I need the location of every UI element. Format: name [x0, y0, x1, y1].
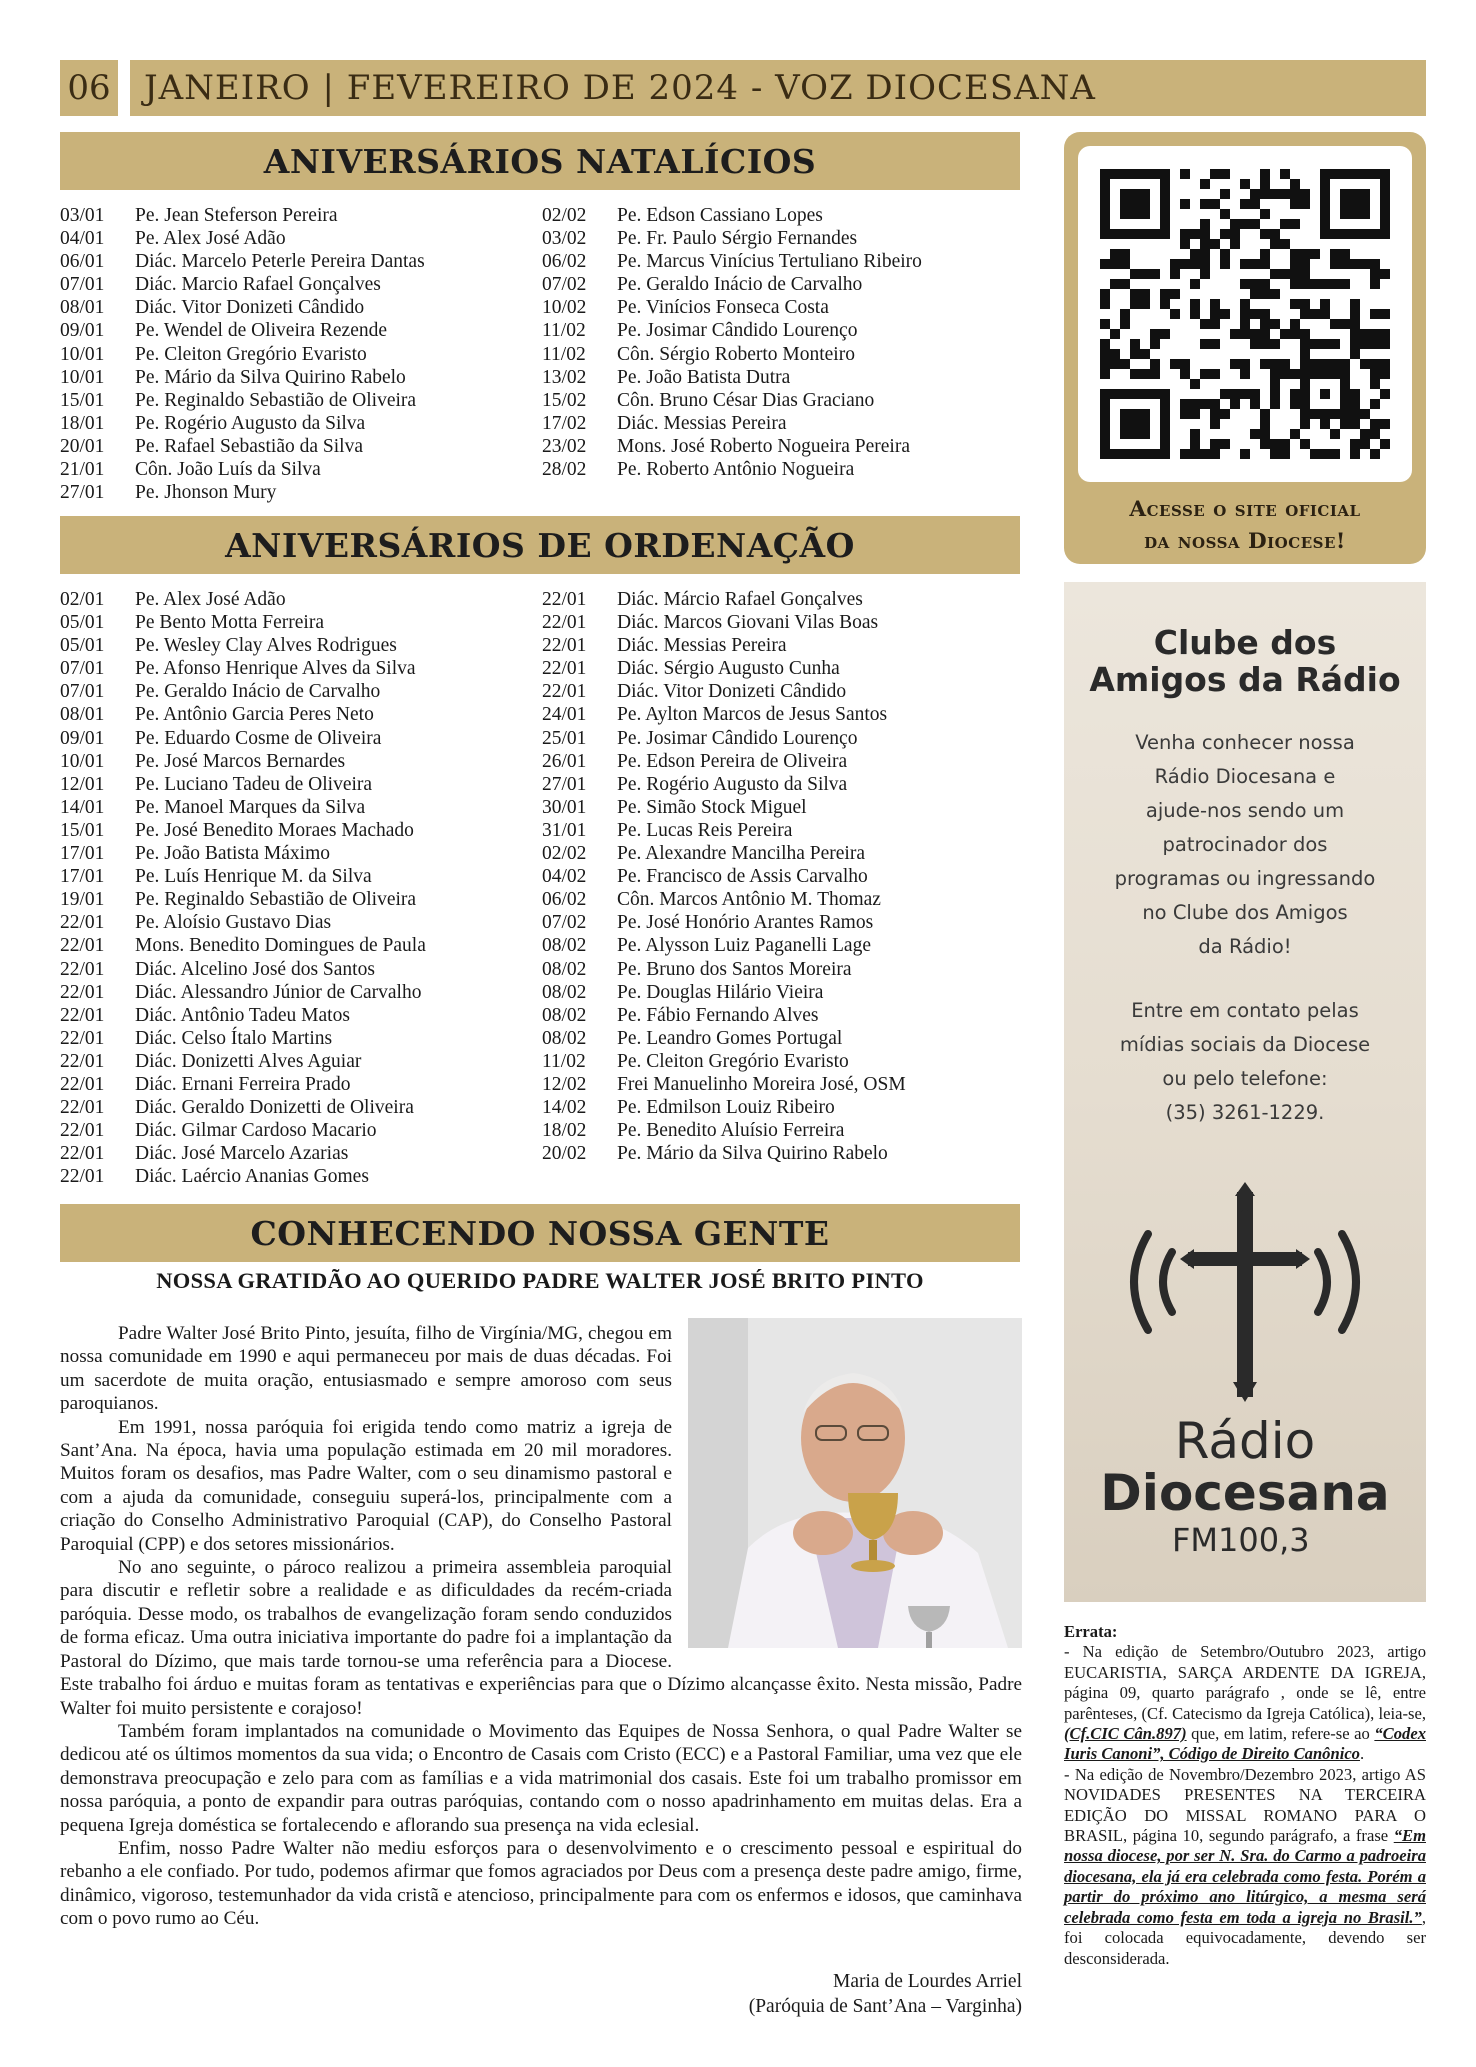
list-row [542, 250, 1022, 273]
entry-name: Diác. Antônio Tadeu Matos [135, 1004, 350, 1026]
list-row [60, 981, 540, 1004]
entry-date: 22/01 [60, 1166, 105, 1188]
entry-name: Pe. Eduardo Cosme de Oliveira [135, 727, 382, 749]
list-row [542, 296, 1022, 319]
list-row [60, 865, 540, 888]
entry-name: Côn. Bruno César Dias Graciano [617, 389, 875, 411]
list-row [60, 412, 540, 435]
club-text-line: ajude-nos sendo um [1145, 799, 1345, 822]
ordinations-list-right [542, 588, 1022, 1165]
list-row [60, 773, 540, 796]
entry-name: Pe. Alexandre Mancilha Pereira [617, 843, 865, 865]
entry-name: Pe. Edson Cassiano Lopes [617, 205, 823, 226]
entry-date: 22/01 [60, 1120, 105, 1142]
entry-date: 22/01 [60, 1143, 105, 1165]
club-title [1064, 624, 1426, 698]
errata-item: - Na edição de Setembro/Outubro 2023, artigo EUCARISTIA, SARÇA ARDENTE DA IGREJA, página 09, quarto parágrafo , onde se lê, entre parênteses, (Cf. Catecismo da Igreja Católica), leia-se, (Cf.CIC Cân.897) que, em latim, refere-se ao “Codex Iuris Canoni”, Código de Direito Canônico. [1064, 1642, 1426, 1764]
club-contact [1064, 994, 1426, 1130]
entry-name: Pe. Fábio Fernando Alves [617, 1004, 819, 1026]
entry-name: Mons. Benedito Domingues de Paula [135, 935, 426, 957]
list-row [542, 958, 1022, 981]
article-body [60, 1322, 1022, 1931]
entry-date: 22/01 [542, 589, 587, 610]
entry-date: 04/01 [60, 228, 105, 250]
list-row [542, 1027, 1022, 1050]
entry-date: 18/02 [542, 1120, 587, 1142]
entry-date: 08/02 [542, 958, 587, 980]
list-row [60, 1142, 540, 1165]
entry-date: 07/02 [542, 274, 587, 296]
list-row [60, 389, 540, 412]
entry-date: 22/01 [60, 935, 105, 957]
club-description [1064, 726, 1426, 964]
list-row [542, 435, 1022, 458]
club-title-line: Amigos da Rádio [1089, 660, 1401, 699]
entry-name: Diác. Marcelo Peterle Pereira Dantas [135, 251, 425, 273]
entry-name: Pe. Lucas Reis Pereira [617, 819, 793, 841]
entry-date: 02/01 [60, 589, 105, 610]
entry-date: 08/02 [542, 1027, 587, 1049]
radio-frequency: FM100,3 [1172, 1521, 1310, 1559]
list-row [60, 319, 540, 342]
entry-date: 03/02 [542, 228, 587, 250]
entry-date: 22/01 [542, 658, 587, 680]
article-title: NOSSA GRATIDÃO AO QUERIDO PADRE WALTER JOSÉ BRITO PINTO [156, 1268, 924, 1293]
entry-date: 13/02 [542, 366, 587, 388]
entry-name: Pe. Edmilson Louiz Ribeiro [617, 1097, 835, 1119]
entry-name: Côn. Marcos Antônio M. Thomaz [617, 889, 881, 911]
entry-name: Pe. Jean Steferson Pereira [135, 205, 338, 226]
entry-name: Pe. Bruno dos Santos Moreira [617, 958, 852, 980]
entry-name: Diác. Vitor Donizeti Cândido [135, 297, 365, 319]
entry-date: 07/01 [60, 274, 105, 296]
entry-name: Pe. Alysson Luiz Paganelli Lage [617, 935, 871, 957]
list-row [542, 680, 1022, 703]
entry-name: Pe. Benedito Aluísio Ferreira [617, 1120, 845, 1142]
entry-date: 21/01 [60, 459, 105, 481]
entry-date: 05/01 [60, 612, 105, 634]
entry-name: Pe. Francisco de Assis Carvalho [617, 866, 868, 888]
entry-date: 02/02 [542, 205, 587, 226]
entry-date: 20/02 [542, 1143, 587, 1165]
list-row [60, 796, 540, 819]
list-row [542, 634, 1022, 657]
entry-name: Diác. Messias Pereira [617, 635, 787, 657]
entry-name: Diác. Vitor Donizeti Cândido [617, 681, 847, 703]
entry-name: Pe. Reginaldo Sebastião de Oliveira [135, 889, 417, 911]
entry-date: 12/01 [60, 773, 105, 795]
entry-date: 22/01 [542, 612, 587, 634]
ordinations-heading: ANIVERSÁRIOS DE ORDENAÇÃO [60, 516, 1020, 574]
entry-name: Côn. Sérgio Roberto Monteiro [617, 343, 855, 365]
entry-name: Frei Manuelinho Moreira José, OSM [617, 1073, 906, 1095]
entry-date: 12/02 [542, 1073, 587, 1095]
list-row [60, 1027, 540, 1050]
entry-date: 14/02 [542, 1097, 587, 1119]
list-row [542, 611, 1022, 634]
list-row [542, 366, 1022, 389]
entry-date: 05/01 [60, 635, 105, 657]
list-row [60, 273, 540, 296]
entry-name: Pe. Mário da Silva Quirino Rabelo [135, 366, 406, 388]
entry-date: 17/01 [60, 843, 105, 865]
list-row [542, 819, 1022, 842]
entry-name: Pe. José Marcos Bernardes [135, 750, 346, 772]
club-title-line: Clube dos [1153, 623, 1337, 662]
entry-date: 06/02 [542, 251, 587, 273]
entry-date: 26/01 [542, 750, 587, 772]
entry-name: Côn. João Luís da Silva [135, 459, 321, 481]
entry-date: 11/02 [542, 320, 586, 342]
entry-name: Pe. Aloísio Gustavo Dias [135, 912, 332, 934]
qr-caption [1064, 494, 1426, 558]
birthdays-heading: ANIVERSÁRIOS NATALÍCIOS [60, 132, 1020, 190]
entry-date: 23/02 [542, 435, 587, 457]
entry-date: 27/01 [60, 482, 105, 504]
entry-name: Pe. José Benedito Moraes Machado [135, 819, 414, 841]
entry-name: Diác. Márcio Rafael Gonçalves [617, 589, 863, 610]
entry-name: Pe. Josimar Cândido Lourenço [617, 727, 858, 749]
diocese-site-qr-card[interactable] [1064, 132, 1426, 564]
entry-date: 08/01 [60, 704, 105, 726]
entry-name: Diác. Celso Ítalo Martins [135, 1027, 333, 1049]
entry-date: 31/01 [542, 819, 587, 841]
entry-date: 06/02 [542, 889, 587, 911]
entry-name: Diác. Sérgio Augusto Cunha [617, 658, 840, 680]
contact-line: mídias sociais da Diocese [1119, 1033, 1371, 1056]
article-parish: (Paróquia de Sant’Ana – Varginha) [748, 1995, 1022, 2017]
entry-name: Pe. Simão Stock Miguel [617, 796, 807, 818]
entry-name: Diác. Laércio Ananias Gomes [135, 1166, 369, 1188]
entry-date: 08/01 [60, 297, 105, 319]
list-row [542, 1073, 1022, 1096]
entry-date: 02/02 [542, 843, 587, 865]
list-row [542, 1142, 1022, 1165]
entry-date: 25/01 [542, 727, 587, 749]
list-row [60, 227, 540, 250]
article-paragraph: Padre Walter José Brito Pinto, jesuíta, filho de Virgínia/MG, chegou em nossa comunidade em 1990 e aqui permaneceu por mais de duas décadas. Foi um sacerdote de muita oração, entusiasmado e sempre amoroso com seus paroquianos. [60, 1323, 672, 1415]
list-row [542, 1096, 1022, 1119]
entry-name: Pe. Aylton Marcos de Jesus Santos [617, 704, 888, 726]
entry-date: 17/02 [542, 412, 587, 434]
entry-name: Pe. Rafael Sebastião da Silva [135, 435, 363, 457]
entry-name: Pe. Roberto Antônio Nogueira [617, 459, 855, 481]
list-row [60, 634, 540, 657]
contact-line: Entre em contato pelas [1131, 999, 1359, 1022]
list-row [542, 750, 1022, 773]
list-row [60, 1165, 540, 1188]
entry-name: Diác. Geraldo Donizetti de Oliveira [135, 1097, 414, 1119]
birthdays-list-february [542, 204, 1022, 481]
entry-name: Pe. Douglas Hilário Vieira [617, 981, 824, 1003]
entry-date: 22/01 [60, 958, 105, 980]
page-number: 06 [60, 60, 118, 116]
list-row [60, 888, 540, 911]
entry-name: Pe. Fr. Paulo Sérgio Fernandes [617, 228, 858, 250]
entry-date: 09/01 [60, 320, 105, 342]
club-text-line: Rádio Diocesana e [1154, 765, 1336, 788]
entry-name: Pe. Vinícios Fonseca Costa [617, 297, 829, 319]
list-row [542, 343, 1022, 366]
qr-code[interactable] [1078, 146, 1412, 482]
entry-name: Diác. Messias Pereira [617, 412, 787, 434]
list-row [542, 773, 1022, 796]
entry-name: Diác. Alcelino José dos Santos [135, 958, 375, 980]
list-row [60, 819, 540, 842]
list-row [542, 1050, 1022, 1073]
entry-date: 09/01 [60, 727, 105, 749]
entry-name: Pe. Rogério Augusto da Silva [135, 412, 366, 434]
entry-name: Pe. Leandro Gomes Portugal [617, 1027, 843, 1049]
list-row [542, 204, 1022, 227]
entry-name: Pe. Geraldo Inácio de Carvalho [135, 681, 381, 703]
entry-name: Pe. Alex José Adão [135, 589, 286, 610]
list-row [542, 981, 1022, 1004]
list-row [542, 888, 1022, 911]
qr-caption-line: da nossa Diocese! [1144, 529, 1346, 554]
article-paragraph: Enfim, nosso Padre Walter não mediu esforços para o desenvolvimento e o crescimento pessoal e espiritual do rebanho a ele confiado. Por tudo, podemos afirmar que fomos agraciados por Deus com a presença deste padre amigo, firme, dinâmico, vigoroso, testemunhador da vida cristã e atencioso, principalmente para com os enfermos e idosos, que caminhava com o povo rumo ao Céu. [60, 1837, 1022, 1930]
entry-name: Pe. Wesley Clay Alves Rodrigues [135, 635, 397, 657]
list-row [60, 343, 540, 366]
list-row [60, 611, 540, 634]
entry-name: Pe. João Batista Dutra [617, 366, 791, 388]
entry-name: Pe. Geraldo Inácio de Carvalho [617, 274, 863, 296]
entry-name: Pe. Luciano Tadeu de Oliveira [135, 773, 373, 795]
entry-date: 10/01 [60, 366, 105, 388]
list-row [60, 458, 540, 481]
contact-line: ou pelo telefone: [1162, 1067, 1328, 1090]
list-row [542, 412, 1022, 435]
entry-name: Pe. Luís Henrique M. da Silva [135, 866, 372, 888]
ordinations-list-left [60, 588, 540, 1188]
radio-cross-logo-icon [1102, 1182, 1388, 1402]
entry-date: 22/01 [60, 1073, 105, 1095]
list-row [542, 703, 1022, 726]
priest-photo [688, 1318, 1022, 1648]
errata-title: Errata: [1064, 1622, 1118, 1641]
list-row [60, 481, 540, 504]
entry-name: Pe. Marcus Vinícius Tertuliano Ribeiro [617, 251, 922, 273]
entry-date: 17/01 [60, 866, 105, 888]
page-header-title: JANEIRO | FEVEREIRO DE 2024 - VOZ DIOCESANA [130, 60, 1426, 116]
entry-date: 15/01 [60, 389, 105, 411]
club-text-line: Venha conhecer nossa [1135, 731, 1355, 754]
list-row [542, 842, 1022, 865]
list-row [60, 588, 540, 611]
list-row [542, 796, 1022, 819]
entry-name: Mons. José Roberto Nogueira Pereira [617, 435, 910, 457]
entry-name: Diác. Ernani Ferreira Prado [135, 1073, 351, 1095]
entry-name: Pe. Rogério Augusto da Silva [617, 773, 848, 795]
entry-date: 10/02 [542, 297, 587, 319]
entry-name: Diác. Marcio Rafael Gonçalves [135, 274, 381, 296]
entry-date: 22/01 [60, 1097, 105, 1119]
entry-name: Diác. Alessandro Júnior de Carvalho [135, 981, 422, 1003]
article-paragraph: Também foram implantados na comunidade o Movimento das Equipes de Nossa Senhora, o qual Padre Walter se dedicou até os últimos momentos da sua vida; o Encontro de Casais com Cristo (ECC) e a Pastoral Familiar, uma vez que ele demonstrava preocupação e zelo para com as famílias e a vida matrimonial dos casais. Este foi um trabalho promissor em nossa paróquia, a ponto de expandir para outras paróquias, contando com o nosso apadrinhamento em muitas delas. Era a pequena Igreja doméstica se fortalecendo e aflorando sua presença na vida eclesial. [60, 1720, 1022, 1836]
article-paragraph: Em 1991, nossa paróquia foi erigida tendo como matriz a igreja de Sant’Ana. Na época, havia uma população estimada em 20 mil moradores. Muitos foram os desafios, mas Padre Walter, com o seu dinamismo pastoral e com a ajuda da comunidade, conseguiu superá-los, principalmente com a criação do Conselho Administrativo Paroquial (CAP), do Conselho Pastoral Paroquial (CPP) e dos setores missionários. [60, 1416, 672, 1555]
list-row [60, 435, 540, 458]
entry-date: 22/01 [542, 635, 587, 657]
list-row [60, 1119, 540, 1142]
entry-date: 11/02 [542, 343, 586, 365]
list-row [542, 865, 1022, 888]
errata [1064, 1622, 1426, 1969]
article-paragraph: No ano seguinte, o pároco realizou a primeira assembleia paroquial para discutir e refletir sobre a realidade e as dificuldades da recém-criada paróquia. Desse modo, os trabalhos de evangelização foram sendo conduzidos de forma eficaz. Uma outra iniciativa importante do padre foi a implantação da Pastoral do Dízimo, que mais tarde tornou-se uma referência para a Diocese. Este trabalho foi árduo e muitas foram as tentativas e experiências para que o Dízimo alcançasse êxito. Nesta missão, Padre Walter foi muito persistente e corajoso! [60, 1557, 1022, 1719]
entry-name: Pe. Edson Pereira de Oliveira [617, 750, 848, 772]
entry-name: Pe. Alex José Adão [135, 228, 286, 250]
list-row [542, 934, 1022, 957]
list-row [60, 657, 540, 680]
list-row [542, 1119, 1022, 1142]
list-row [60, 680, 540, 703]
entry-date: 22/01 [60, 912, 105, 934]
entry-date: 07/01 [60, 681, 105, 703]
list-row [60, 1004, 540, 1027]
entry-name: Pe. José Honório Arantes Ramos [617, 912, 874, 934]
entry-date: 20/01 [60, 435, 105, 457]
entry-name: Pe. Manoel Marques da Silva [135, 796, 366, 818]
entry-name: Diác. Donizetti Alves Aguiar [135, 1050, 362, 1072]
radio-logo-word: Rádio [1174, 1412, 1316, 1470]
list-row [60, 1073, 540, 1096]
list-row [60, 296, 540, 319]
list-row [542, 458, 1022, 481]
list-row [542, 273, 1022, 296]
entry-date: 22/01 [542, 681, 587, 703]
list-row [60, 366, 540, 389]
list-row [542, 389, 1022, 412]
list-row [542, 911, 1022, 934]
entry-date: 22/01 [60, 1004, 105, 1026]
list-row [60, 842, 540, 865]
entry-name: Pe. Mário da Silva Quirino Rabelo [617, 1143, 888, 1165]
entry-name: Pe. Jhonson Mury [135, 482, 277, 504]
entry-date: 07/01 [60, 658, 105, 680]
list-row [542, 319, 1022, 342]
list-row [60, 1050, 540, 1073]
entry-date: 22/01 [60, 981, 105, 1003]
entry-date: 14/01 [60, 796, 105, 818]
entry-date: 30/01 [542, 796, 587, 818]
entry-date: 08/02 [542, 935, 587, 957]
list-row [542, 588, 1022, 611]
article-section-heading: CONHECENDO NOSSA GENTE [60, 1204, 1020, 1262]
article-author: Maria de Lourdes Arriel [833, 1971, 1022, 1992]
article-signature [600, 1970, 1022, 2019]
entry-name: Pe. Cleiton Gregório Evaristo [617, 1050, 849, 1072]
list-row [60, 727, 540, 750]
list-row [60, 1096, 540, 1119]
entry-date: 19/01 [60, 889, 105, 911]
club-text-line: no Clube dos Amigos [1142, 901, 1348, 924]
qr-caption-line: Acesse o site oficial [1129, 497, 1361, 522]
list-row [542, 1004, 1022, 1027]
list-row [60, 204, 540, 227]
entry-date: 10/01 [60, 750, 105, 772]
entry-date: 22/01 [60, 1027, 105, 1049]
entry-date: 10/01 [60, 343, 105, 365]
entry-date: 15/01 [60, 819, 105, 841]
list-row [60, 250, 540, 273]
birthdays-list-january [60, 204, 540, 504]
entry-date: 08/02 [542, 981, 587, 1003]
entry-name: Pe. Josimar Cândido Lourenço [617, 320, 858, 342]
entry-date: 27/01 [542, 773, 587, 795]
errata-item: - Na edição de Novembro/Dezembro 2023, artigo AS NOVIDADES PRESENTES NA TERCEIRA EDIÇÃO DO MISSAL ROMANO PARA O BRASIL, página 10, segundo parágrafo, a frase “Em nossa diocese, por ser N. Sra. do Carmo a padroeira diocesana, ela já era celebrada como festa. Porém a partir do próximo ano litúrgico, a mesma será celebrada como festa em toda a igreja no Brasil.”, foi colocada equivocadamente, devendo ser desconsiderada. [1064, 1764, 1426, 1968]
list-row [60, 934, 540, 957]
radio-logo-word: Diocesana [1100, 1464, 1390, 1522]
entry-date: 03/01 [60, 205, 105, 226]
entry-date: 28/02 [542, 459, 587, 481]
entry-name: Pe. Cleiton Gregório Evaristo [135, 343, 367, 365]
entry-name: Diác. José Marcelo Azarias [135, 1143, 349, 1165]
entry-name: Pe. Afonso Henrique Alves da Silva [135, 658, 416, 680]
list-row [542, 227, 1022, 250]
list-row [60, 958, 540, 981]
entry-date: 04/02 [542, 866, 587, 888]
entry-date: 18/01 [60, 412, 105, 434]
entry-name: Pe. João Batista Máximo [135, 843, 330, 865]
entry-name: Pe. Reginaldo Sebastião de Oliveira [135, 389, 417, 411]
list-row [60, 911, 540, 934]
radio-club-ad [1064, 582, 1426, 1602]
entry-date: 08/02 [542, 1004, 587, 1026]
phone-number: (35) 3261-1229. [1165, 1101, 1325, 1124]
club-text-line: patrocinador dos [1162, 833, 1328, 856]
entry-name: Pe Bento Motta Ferreira [135, 612, 324, 634]
entry-date: 15/02 [542, 389, 587, 411]
entry-date: 07/02 [542, 912, 587, 934]
entry-date: 06/01 [60, 251, 105, 273]
entry-date: 11/02 [542, 1050, 586, 1072]
list-row [60, 750, 540, 773]
entry-date: 22/01 [60, 1050, 105, 1072]
list-row [542, 727, 1022, 750]
entry-name: Pe. Antônio Garcia Peres Neto [135, 704, 374, 726]
list-row [60, 703, 540, 726]
entry-name: Pe. Wendel de Oliveira Rezende [135, 320, 388, 342]
entry-name: Diác. Marcos Giovani Vilas Boas [617, 612, 879, 634]
club-text-line: da Rádio! [1198, 935, 1292, 958]
entry-date: 24/01 [542, 704, 587, 726]
entry-name: Diác. Gilmar Cardoso Macario [135, 1120, 377, 1142]
club-text-line: programas ou ingressando [1114, 867, 1376, 890]
list-row [542, 657, 1022, 680]
